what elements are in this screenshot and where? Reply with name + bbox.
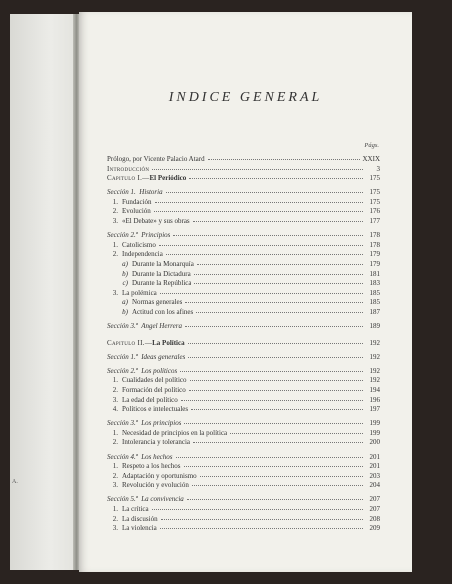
item-label [107,386,186,396]
item-number: 2. [112,471,118,480]
item-number: 2. [112,438,118,447]
entry-page: 179 [369,250,380,259]
dot-leader [185,325,363,327]
item-text: La edad del político [122,395,178,404]
toc-subitem [107,279,380,289]
entry-page: 209 [369,524,380,533]
item-label [107,376,187,386]
entry-page: 197 [369,405,380,414]
entry-page: 199 [369,419,380,428]
item-number: 1. [112,376,118,385]
entry-page: 196 [369,395,380,404]
section-name: La convivencia [141,495,184,504]
dot-leader [190,379,363,381]
entry-page: 178 [369,231,380,240]
section-number: Sección 1.ª [107,352,138,361]
section-name: Historia [139,188,163,197]
chapter-heading [107,174,186,184]
item-label [107,515,158,525]
entry-page: 176 [369,207,380,216]
dot-leader [184,465,363,467]
dot-leader [187,498,363,500]
toc-subitem [107,308,380,318]
section-heading [107,453,173,463]
dot-leader [152,508,363,510]
dot-leader [194,273,363,275]
section-heading [107,231,170,241]
item-text: La polémica [122,288,157,297]
toc-item [107,250,380,260]
toc-section-los-politicos [107,367,380,377]
item-label [107,405,188,415]
item-number: 2. [112,250,118,259]
item-label [107,438,190,448]
item-text: Durante la República [132,279,192,288]
toc-item [107,524,380,534]
entry-page: XXIX [362,155,380,163]
toc-item [107,472,380,482]
toc-section-la-convivencia [107,495,380,505]
item-text: Respeto a los hechos [122,462,181,471]
dot-leader [192,484,363,486]
page-title: INDICE GENERAL [168,90,323,105]
dot-leader [189,177,363,179]
section-number: Sección 2.ª [107,366,138,375]
entry-page: 203 [369,471,380,480]
item-number: 1. [112,428,118,437]
entry-page: 183 [369,279,380,288]
dot-leader [184,422,363,424]
facing-page-margin-mark: A. [12,479,18,485]
item-letter: b) [122,269,128,278]
toc-subitem [107,298,380,308]
section-name: Angel Herrera [141,322,182,330]
dot-leader [185,301,363,303]
dot-leader [154,210,363,212]
dot-leader [230,432,363,434]
item-label [107,250,163,260]
toc-item [107,429,380,439]
item-text: Cualidades del político [122,376,187,385]
toc-section-angel-herrera [107,322,380,332]
item-label [117,279,191,289]
item-label [107,241,156,251]
chapter-title: El Periódico [149,174,187,183]
toc-item [107,217,380,227]
item-label [107,396,178,406]
toc-item [107,505,380,515]
item-label [107,472,197,482]
item-number: 3. [112,217,118,226]
section-heading [107,322,182,332]
chapter-prefix: Capitulo II.— [107,338,153,347]
dot-leader [197,263,363,265]
entry-page: 192 [369,352,380,361]
item-text: Formación del político [122,385,186,394]
item-text: Fundación [122,197,152,206]
item-letter: c) [122,279,128,288]
section-number: Sección 4.ª [107,452,138,461]
item-label [107,462,181,472]
entry-page: 175 [369,188,380,197]
toc-chapter-1 [107,174,380,184]
toc-item [107,376,380,386]
dot-leader [181,399,363,401]
table-of-contents [107,155,380,534]
section-name: Ideas generales [141,352,186,361]
item-label [107,524,157,534]
toc-chapter-2 [107,339,380,349]
section-number: Sección 5.ª [107,495,138,504]
entry-page: 208 [369,514,380,523]
item-label [107,289,157,299]
toc-item [107,438,380,448]
item-text: Revolución y evolución [122,481,189,490]
entry-page: 204 [369,481,380,490]
section-heading [107,353,185,363]
dot-leader [160,292,363,294]
dot-leader [188,356,363,358]
item-text: «El Debate» y sus obras [122,217,190,226]
dot-leader [176,456,363,458]
entry-page: 185 [369,288,380,297]
entry-page: 175 [369,197,380,206]
dot-leader [193,220,363,222]
pages-column-header: Págs. [364,142,379,149]
entry-page: 207 [369,495,380,504]
entry-page: 189 [369,322,380,330]
toc-section-ideas-generales [107,353,380,363]
facing-page [10,14,78,570]
chapter-prefix: Capitulo I.— [107,174,150,183]
dot-leader [208,158,360,160]
entry-page: 194 [369,385,380,394]
item-number: 3. [112,524,118,533]
section-heading [107,495,184,505]
dot-leader [166,253,363,255]
entry-page: 192 [369,338,380,347]
item-label [107,217,190,227]
item-text: Durante la Dictadura [132,269,191,278]
dot-leader [196,311,363,313]
item-text: Durante la Monarquía [132,259,194,268]
entry-label: Prólogo, por Vicente Palacio Atard [107,155,205,163]
toc-item [107,515,380,525]
item-text: Actitud con los afines [132,307,194,316]
dot-leader [166,191,363,193]
item-number: 3. [112,481,118,490]
item-text: La crítica [122,505,149,513]
toc-item [107,207,380,217]
toc-item [107,386,380,396]
toc-section-principios [107,231,380,241]
item-number: 2. [112,385,118,394]
item-number: 3. [112,395,118,404]
index-page [79,12,412,572]
entry-page: 179 [369,259,380,268]
item-number: 1. [112,240,118,249]
chapter-heading [107,339,185,349]
toc-section-los-hechos [107,453,380,463]
entry-page: 207 [369,505,380,513]
entry-page: 192 [369,366,380,375]
item-label [117,270,191,280]
section-number: Sección 1. [107,188,136,197]
entry-page: 187 [369,307,380,316]
toc-entry-prologue [107,155,380,165]
toc-item [107,462,380,472]
item-number: 1. [112,505,118,513]
entry-page: 181 [369,269,380,278]
item-text: Evolución [122,207,151,216]
section-name: Los políticos [141,366,178,375]
item-label [107,198,152,208]
toc-item [107,481,380,491]
dot-leader [193,441,363,443]
item-text: La discusión [122,514,158,523]
toc-item [107,405,380,415]
item-text: Independencia [122,250,163,259]
entry-page: 185 [369,298,380,307]
item-text: Necesidad de principios en la política [122,428,228,437]
section-number: Sección 3.ª [107,322,138,330]
section-name: Los hechos [141,452,173,461]
item-label [107,429,227,439]
section-number: Sección 2.ª [107,231,138,240]
item-label [107,207,151,217]
entry-page: 178 [369,240,380,249]
entry-page: 177 [369,217,380,226]
item-text: La violencia [122,524,157,533]
section-name: Principios [141,231,171,240]
item-label [117,298,182,308]
toc-subitem [107,260,380,270]
toc-item [107,396,380,406]
toc-item [107,241,380,251]
item-text: Catolicismo [122,240,156,249]
section-number: Sección 3.ª [107,419,138,428]
dot-leader [159,244,363,246]
toc-entry-introduction [107,165,380,175]
dot-leader [152,168,363,170]
toc-section-historia [107,188,380,198]
chapter-title: La Política [152,338,185,347]
item-number: 3. [112,288,118,297]
section-heading [107,419,181,429]
entry-page: 201 [369,462,380,471]
section-name: Los principios [141,419,182,428]
item-label [117,308,193,318]
section-heading [107,367,177,377]
entry-label: Introducción [107,164,150,173]
item-text: Normas generales [132,298,183,307]
dot-leader [194,282,363,284]
toc-subitem [107,270,380,280]
entry-page: 3 [376,164,380,173]
dot-leader [160,527,363,529]
item-letter: b) [122,307,128,316]
dot-leader [173,234,363,236]
dot-leader [191,408,363,410]
item-label [117,260,194,270]
dot-leader [188,342,363,344]
item-text: Intolerancia y tolerancia [122,438,191,447]
item-number: 2. [112,514,118,523]
item-text: Políticos e intelectuales [122,405,189,414]
entry-page: 192 [369,376,380,385]
item-letter: a) [122,298,128,307]
dot-leader [180,370,363,372]
toc-item [107,198,380,208]
section-heading [107,188,163,198]
dot-leader [200,475,363,477]
item-label [107,505,149,515]
item-number: 4. [112,405,118,414]
entry-page: 200 [369,438,380,447]
item-text: Adaptación y oportunismo [122,471,197,480]
entry-page: 199 [369,428,380,437]
entry-page: 201 [369,452,380,461]
item-letter: a) [122,259,128,268]
dot-leader [161,518,363,520]
dot-leader [189,389,363,391]
dot-leader [155,201,363,203]
toc-section-los-principios [107,419,380,429]
entry-page: 175 [369,174,380,183]
toc-item [107,289,380,299]
item-number: 1. [112,462,118,471]
item-number: 2. [112,207,118,216]
item-number: 1. [112,197,118,206]
item-label [107,481,189,491]
